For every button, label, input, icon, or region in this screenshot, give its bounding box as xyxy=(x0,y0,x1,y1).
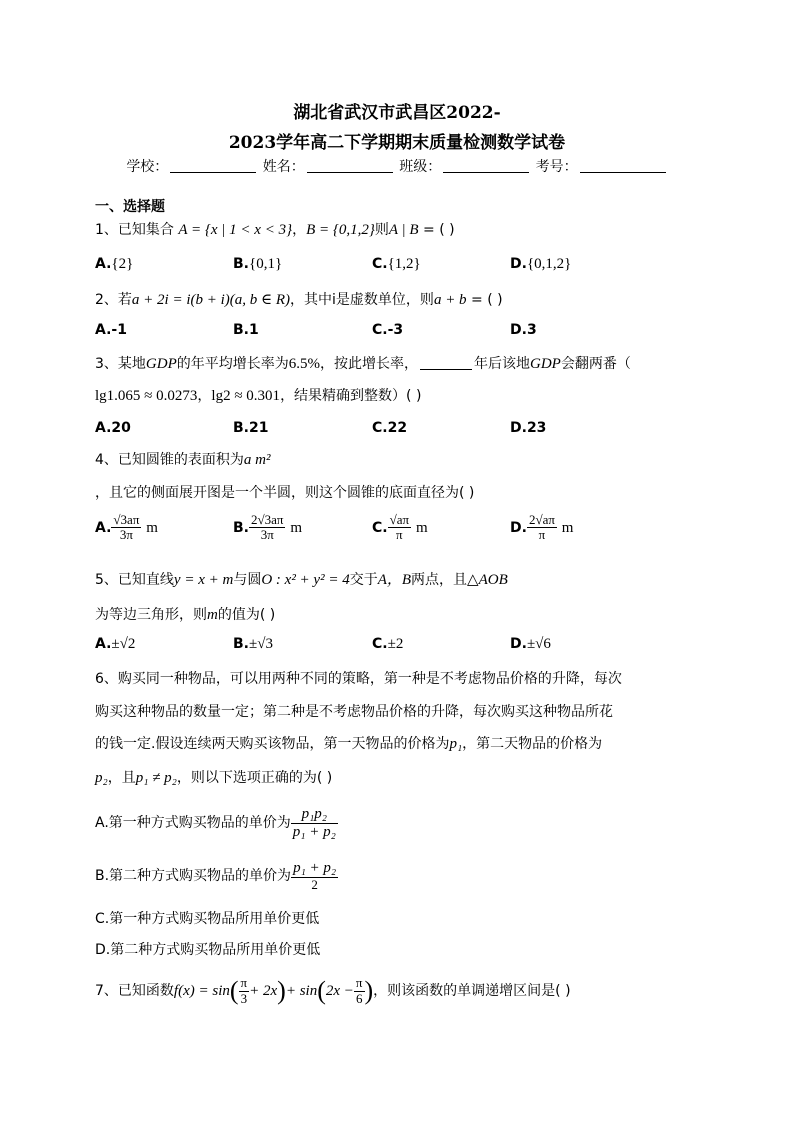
q1-option-b[interactable]: B.{0,1} xyxy=(233,256,283,272)
question-6-line-2: 购买这种物品的数量一定；第二种是不考虑物品价格的升降，每次购买这种物品所花 xyxy=(95,704,613,720)
q4-option-b[interactable]: B. $\frac{2√3a\pi}{3\pi}$ m xyxy=(233,512,303,543)
exam-title-line2: 2023学年高二下学期期末质量检测数学试卷 xyxy=(228,133,566,153)
q3-option-a[interactable]: A.20 xyxy=(95,420,131,436)
question-1: 1、已知集合 A = {x | 1 < x < 3}，B = {0,1,2}则A | B = ( ) xyxy=(95,222,455,238)
q4-option-a[interactable]: A. $\frac{√3a\pi}{3\pi}$ m xyxy=(95,512,158,543)
q2-option-a[interactable]: A.-1 xyxy=(95,322,127,338)
class-blank[interactable] xyxy=(443,172,529,173)
name-label: 姓名： xyxy=(262,159,305,175)
section-heading: 一、选择题 xyxy=(95,199,165,215)
q6-option-b[interactable]: B.第二种方式购买物品的单价为 $\frac{\text{p₁ + p₂}}{2}$ xyxy=(95,860,337,892)
question-7: 7、已知函数f(x) = sin( $\frac{\pi}{3}$ + 2x)+ sin(2x − $\frac{\pi}{6}$ )，则该函数的单调递增区间是( ) xyxy=(95,975,571,1006)
question-4: 4、已知圆锥的表面积为a m² xyxy=(95,452,271,468)
question-5: 5、已知直线y = x + m与圆O : x² + y² = 4交于A，B两点，且△AOB xyxy=(95,572,508,588)
q2-option-c[interactable]: C.-3 xyxy=(372,322,404,338)
q5-option-c[interactable]: C.±2 xyxy=(372,636,404,652)
exam-number-label: 考号： xyxy=(535,159,578,175)
q3-option-c[interactable]: C.22 xyxy=(372,420,408,436)
question-3: 3、某地GDP的年平均增长率为6.5%，按此增长率， 年后该地GDP会翻两番（ xyxy=(95,356,631,372)
q1-option-c[interactable]: C.{1,2} xyxy=(372,256,421,272)
q2-option-d[interactable]: D.3 xyxy=(510,322,537,338)
q5-option-d[interactable]: D.±√6 xyxy=(510,636,551,652)
school-label: 学校： xyxy=(126,159,169,175)
question-3-line-2: lg1.065 ≈ 0.0273，lg2 ≈ 0.301，结果精确到整数）( ) xyxy=(95,388,422,404)
q5-option-b[interactable]: B.±√3 xyxy=(233,636,273,652)
q5-option-a[interactable]: A.±√2 xyxy=(95,636,136,652)
q2-option-b[interactable]: B.1 xyxy=(233,322,259,338)
q1-option-a[interactable]: A.{2} xyxy=(95,256,134,272)
question-6-line-3: 的钱一定.假设连续两天购买该物品，第一天物品的价格为p₁，第二天物品的价格为 xyxy=(95,736,603,752)
q6-option-c[interactable]: C.第一种方式购买物品所用单价更低 xyxy=(95,911,320,927)
q3-option-b[interactable]: B.21 xyxy=(233,420,269,436)
question-6-line-4: p₂，且p₁ ≠ p₂，则以下选项正确的为( ) xyxy=(95,770,333,786)
q3-answer-blank[interactable] xyxy=(420,369,472,370)
q4-option-c[interactable]: C. $\frac{√a\pi}{\pi}$ m xyxy=(372,512,428,543)
exam-title-line1: 湖北省武汉市武昌区2022- xyxy=(293,103,501,123)
question-2: 2、若a + 2i = i(b + i)(a, b ∈ R)，其中i是虚数单位，则a + b = ( ) xyxy=(95,292,503,308)
q3-option-d[interactable]: D.23 xyxy=(510,420,547,436)
exam-number-blank[interactable] xyxy=(580,172,666,173)
q6-option-d[interactable]: D.第二种方式购买物品所用单价更低 xyxy=(95,942,321,958)
q1-option-d[interactable]: D.{0,1,2} xyxy=(510,256,572,272)
student-info-row xyxy=(0,156,794,176)
q6-option-a[interactable]: A.第一种方式购买物品的单价为 $\frac{\text{p₁p₂}}{\text{p₁ + p₂}}$ xyxy=(95,806,336,840)
question-6: 6、购买同一种物品，可以用两种不同的策略，第一种是不考虑物品价格的升降，每次 xyxy=(95,671,622,687)
class-label: 班级： xyxy=(399,159,442,175)
q4-option-d[interactable]: D. $\frac{2√a\pi}{\pi}$ m xyxy=(510,512,574,543)
question-5-line-2: 为等边三角形，则m的值为( ) xyxy=(95,607,276,623)
question-4-line-2: ，且它的侧面展开图是一个半圆，则这个圆锥的底面直径为( ) xyxy=(95,485,475,501)
name-blank[interactable] xyxy=(307,172,393,173)
school-blank[interactable] xyxy=(170,172,256,173)
